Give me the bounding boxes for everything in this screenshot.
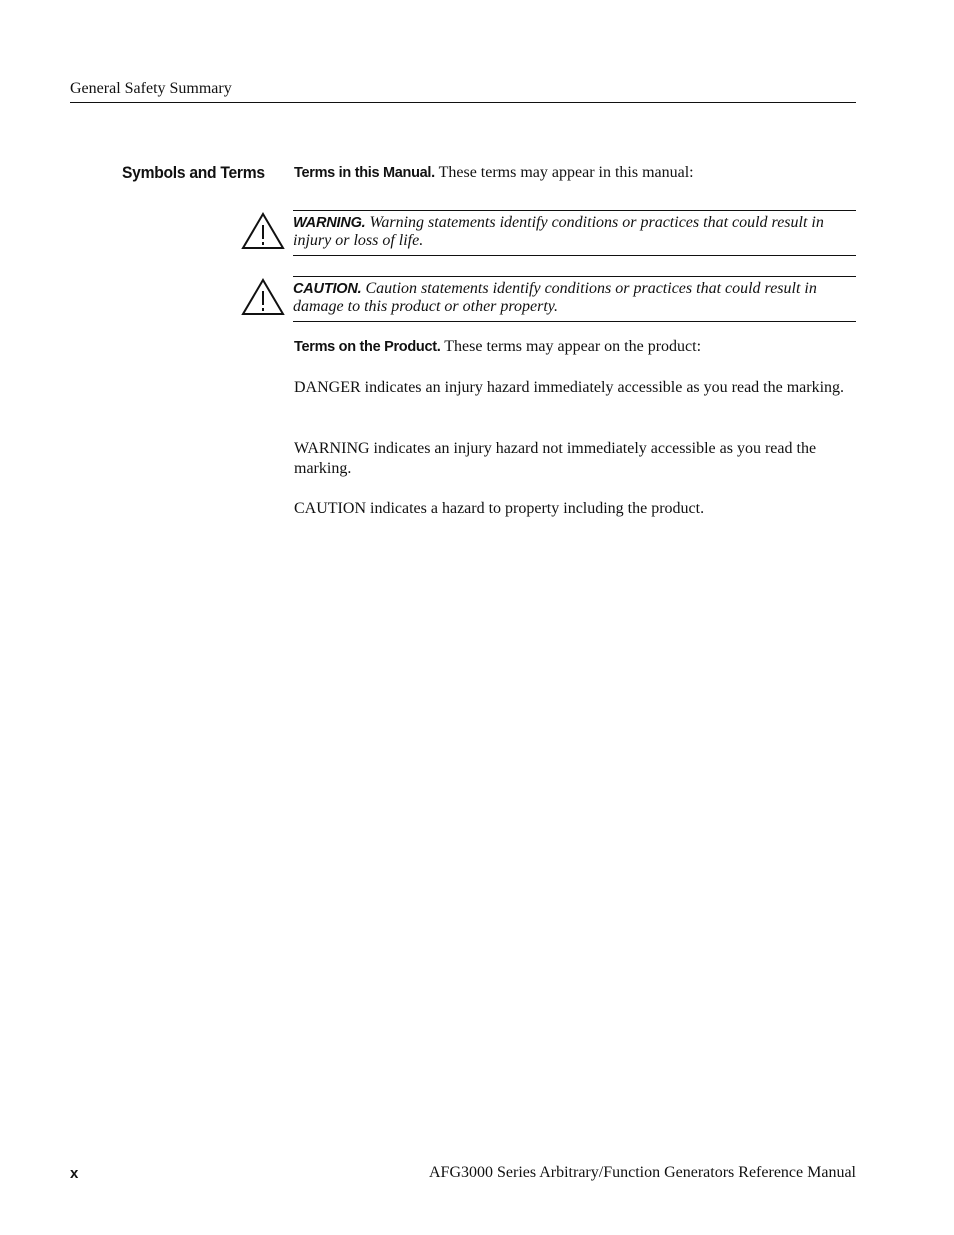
manual-terms-paragraph — [294, 163, 856, 183]
warning-notice — [293, 210, 856, 256]
caution-text: Caution statements identify conditions or practices that could result in damage to this product or other property. — [293, 280, 817, 315]
page-number: x — [70, 1165, 79, 1182]
caution-triangle-icon — [241, 278, 285, 316]
caution-label: CAUTION. — [293, 281, 362, 297]
product-terms-label: Terms on the Product. — [294, 339, 441, 355]
manual-terms-label: Terms in this Manual. — [294, 165, 435, 181]
product-terms-paragraph — [294, 337, 856, 357]
definition-danger: DANGER indicates an injury hazard immediately accessible as you read the marking. — [294, 379, 845, 396]
manual-title: AFG3000 Series Arbitrary/Function Generators Reference Manual — [429, 1164, 856, 1181]
running-head: General Safety Summary — [70, 80, 232, 97]
warning-triangle-icon — [241, 212, 285, 250]
product-terms-text: These terms may appear on the product: — [444, 338, 702, 355]
definition-caution: CAUTION indicates a hazard to property including the product. — [294, 500, 705, 517]
caution-notice — [293, 276, 856, 322]
definition-warning: WARNING indicates an injury hazard not immediately accessible as you read the marking. — [294, 440, 817, 477]
header-rule — [70, 102, 856, 103]
manual-terms-text: These terms may appear in this manual: — [438, 164, 694, 181]
warning-label: WARNING. — [293, 215, 366, 231]
warning-text: Warning statements identify conditions or practices that could result in injury or loss of life. — [293, 214, 824, 249]
section-title: Symbols and Terms — [122, 163, 265, 182]
